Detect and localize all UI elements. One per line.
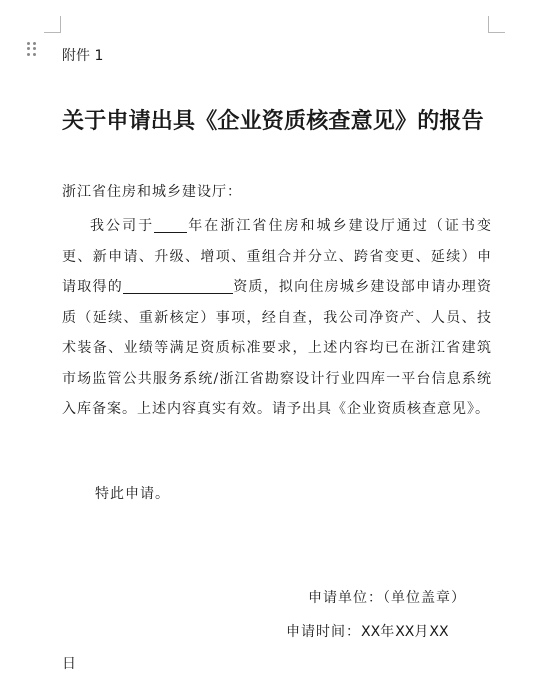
document-title: 关于申请出具《企业资质核查意见》的报告: [62, 108, 484, 134]
body-text-1: 我公司于: [90, 218, 155, 234]
year-unit: 年: [380, 624, 396, 640]
crop-mark-top-left: [44, 16, 61, 33]
body-paragraph: [62, 211, 492, 425]
attachment-label: 附件 1: [62, 48, 104, 64]
applicant-unit: 申请单位：（单位盖章）: [308, 590, 466, 606]
addressee: 浙江省住房和城乡建设厅：: [62, 184, 242, 200]
crop-mark-top-right: [488, 16, 505, 33]
month-value: XX: [395, 624, 415, 640]
month-unit: 月: [414, 624, 430, 640]
drag-handle-icon[interactable]: [27, 42, 37, 56]
body-text-3: 资质，拟向住房城乡建设部申请办理资质（延续、重新核定）事项，经自查，我公司净资产、人员、技术装备、业绩等满足资质标准要求，上述内容均已在浙江省建筑市场监管公共服务系统/浙江省勘察设计行业四库一平台信息系统入库备案。上述内容真实有效。请予出具《企业资质核查意见》。: [62, 279, 492, 417]
day-value: XX: [429, 624, 449, 640]
day-unit: 日: [62, 656, 76, 672]
body-text-2: 年在浙江省住房和城乡建设厅通过（证书变更、新申请、升级、增项、重组合并分立、跨省变更、延续）申请取得的: [62, 218, 493, 295]
application-time: [286, 621, 449, 641]
time-label: 申请时间：: [286, 624, 361, 640]
closing-remark: 特此申请。: [95, 486, 170, 502]
year-value: XX: [361, 624, 381, 640]
year-blank[interactable]: [154, 216, 187, 233]
qualification-blank[interactable]: [123, 277, 233, 294]
